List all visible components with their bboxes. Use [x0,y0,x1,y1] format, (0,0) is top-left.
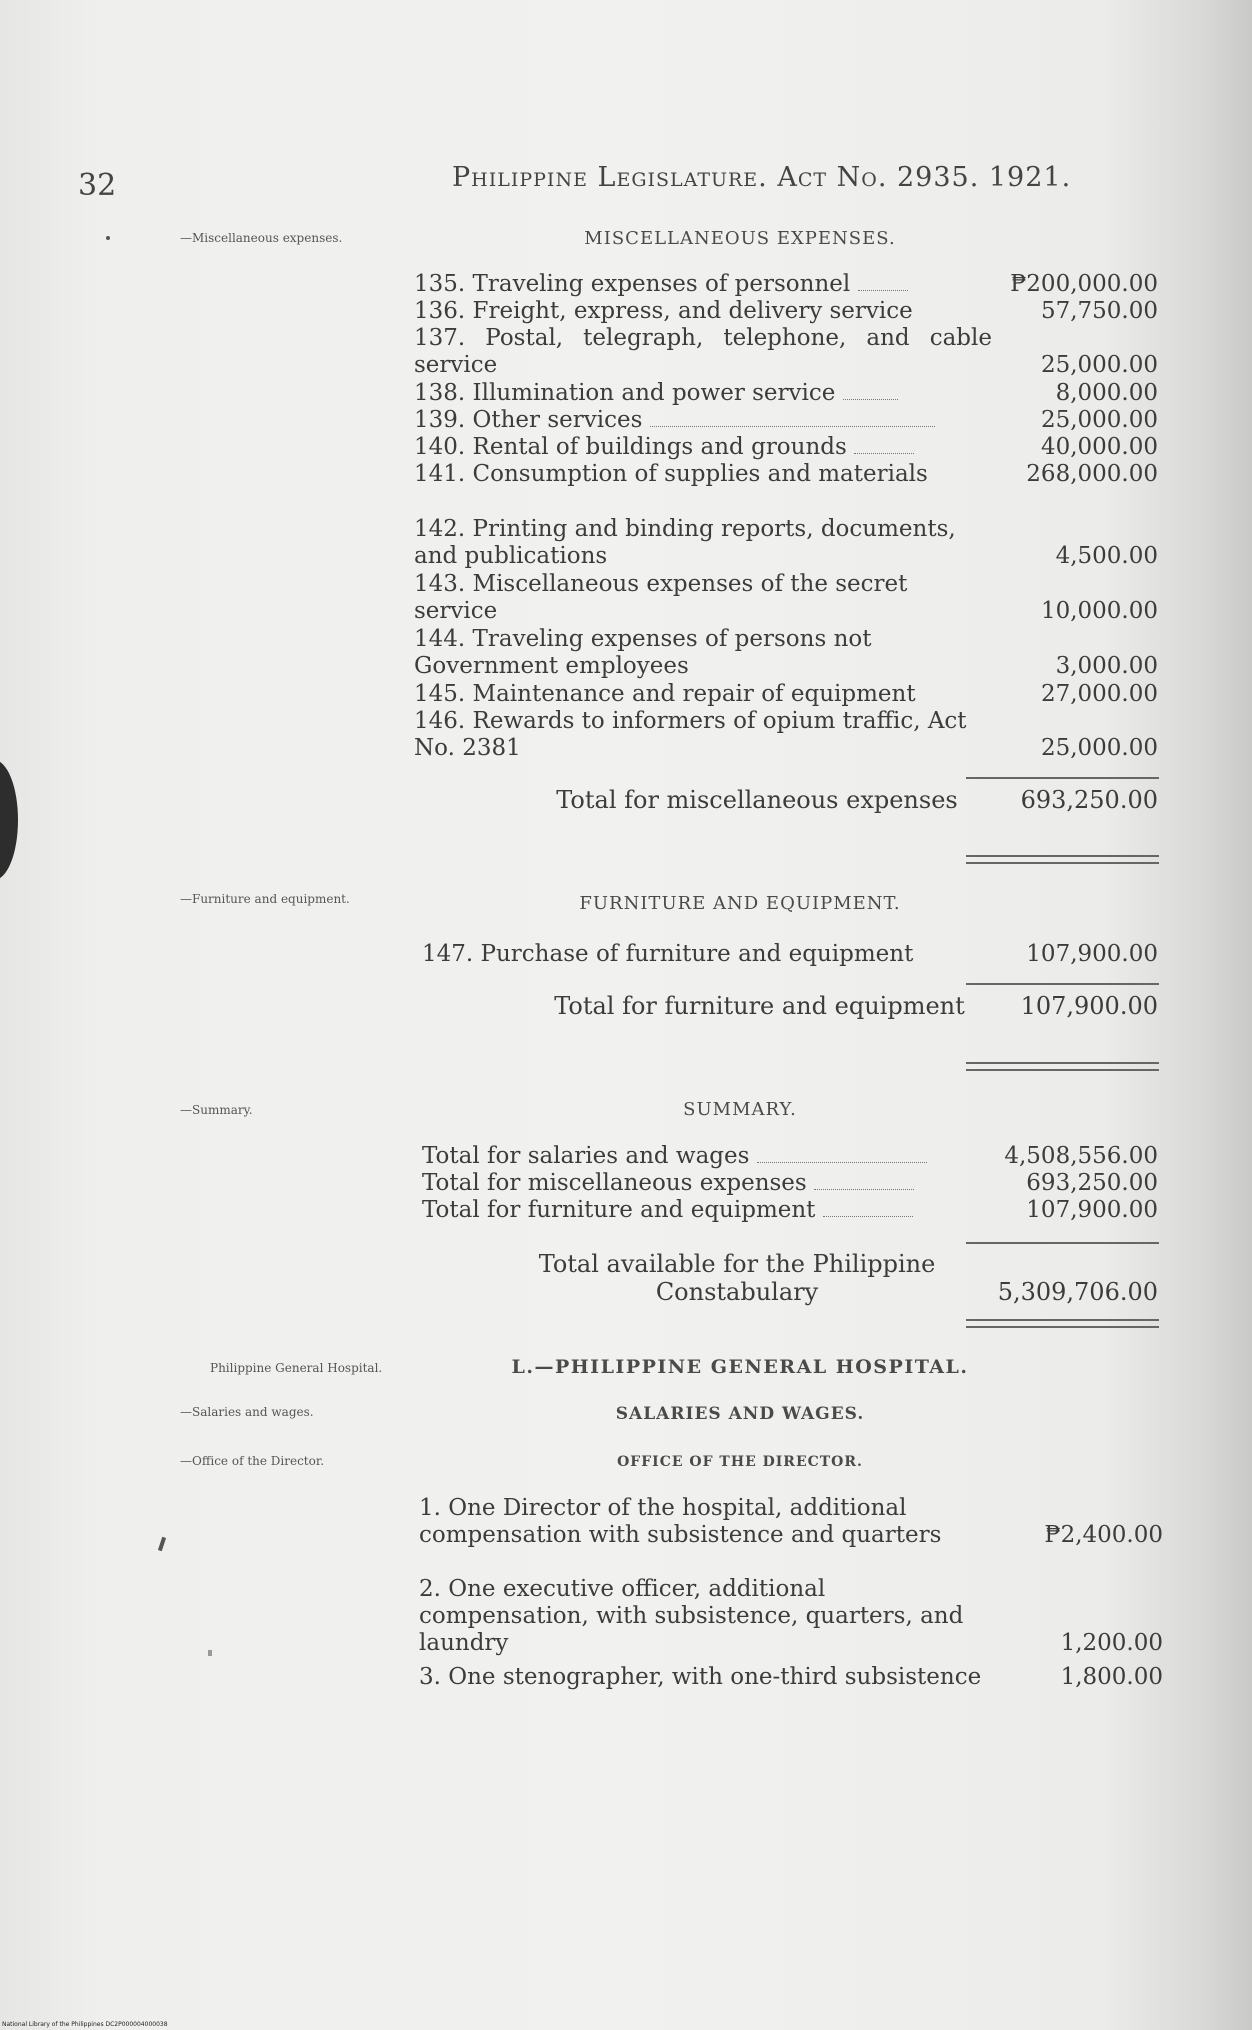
line-item: 144. Traveling expenses of persons not Government employees 3,000.00 [414,626,1158,679]
line-item: 138. Illumination and power service 8,000.00 [414,380,1158,406]
double-rule [966,855,1159,864]
heading-office-of-director: OFFICE OF THE DIRECTOR. [617,1454,863,1470]
running-head: Philippine Legislature. Act No. 2935. 1921. [452,162,1072,193]
heading-hospital: L.—PHILIPPINE GENERAL HOSPITAL. [511,1356,969,1378]
line-item: 136. Freight, express, and delivery service 57,750.00 [414,298,1158,324]
line-item: 1. One Director of the hospital, additional compensation with subsistence and quarters ₱2,400.00 [419,1495,1163,1548]
line-item: 135. Traveling expenses of personnel ₱200,000.00 [414,271,1158,297]
line-item: 2. One executive officer, additional compensation, with subsistence, quarters, and laundry 1,200.00 [419,1576,1163,1656]
margin-note-furniture: —Furniture and equipment. [180,892,350,906]
speck [106,236,110,240]
total-miscellaneous: Total for miscellaneous expenses 693,250.00 [556,786,1158,814]
margin-note-salaries: —Salaries and wages. [180,1405,314,1419]
line-item: 139. Other services 25,000.00 [414,407,1158,433]
heading-summary: SUMMARY. [683,1099,797,1120]
page-number: 32 [78,168,117,203]
rule [966,983,1159,985]
summary-row: Total for furniture and equipment 107,900.00 [422,1197,1158,1223]
double-rule [966,1319,1159,1328]
rule [966,777,1159,779]
margin-note-hospital: Philippine General Hospital. [210,1361,383,1375]
summary-row: Total for salaries and wages 4,508,556.00 [422,1143,1158,1169]
heading-salaries-and-wages: SALARIES AND WAGES. [615,1404,865,1424]
heading-furniture: FURNITURE AND EQUIPMENT. [579,893,901,914]
total-constabulary: Total available for the Philippine Constabulary 5,309,706.00 [538,1250,1158,1306]
line-item: 145. Maintenance and repair of equipment 27,000.00 [414,681,1158,707]
margin-note-director: —Office of the Director. [180,1454,325,1468]
line-item: 137. Postal, telegraph, telephone, and cable service 25,000.00 [414,325,1158,378]
line-item: 147. Purchase of furniture and equipment 107,900.00 [422,941,1158,967]
scan-imprint: National Library of the Philippines DC2P000004000038 [2,2021,168,2028]
line-item: 142. Printing and binding reports, documents, and publications 4,500.00 [414,516,1158,569]
line-item: 143. Miscellaneous expenses of the secret service 10,000.00 [414,571,1158,624]
line-item: 3. One stenographer, with one-third subsistence 1,800.00 [419,1664,1163,1690]
summary-row: Total for miscellaneous expenses 693,250.00 [422,1170,1158,1196]
pencil-mark [158,1537,166,1552]
total-furniture: Total for furniture and equipment 107,900.00 [554,992,1158,1020]
margin-note-summary: —Summary. [180,1103,253,1117]
heading-miscellaneous: MISCELLANEOUS EXPENSES. [584,228,896,249]
binding-shadow [0,760,18,880]
double-rule [966,1062,1159,1071]
margin-note-miscellaneous: —Miscellaneous expenses. [180,231,343,245]
line-item: 141. Consumption of supplies and materials 268,000.00 [414,461,1158,487]
line-item: 146. Rewards to informers of opium traffic, Act No. 2381 25,000.00 [414,708,1158,761]
line-item: 140. Rental of buildings and grounds 40,000.00 [414,434,1158,460]
speck [208,1650,212,1656]
rule [966,1242,1159,1244]
